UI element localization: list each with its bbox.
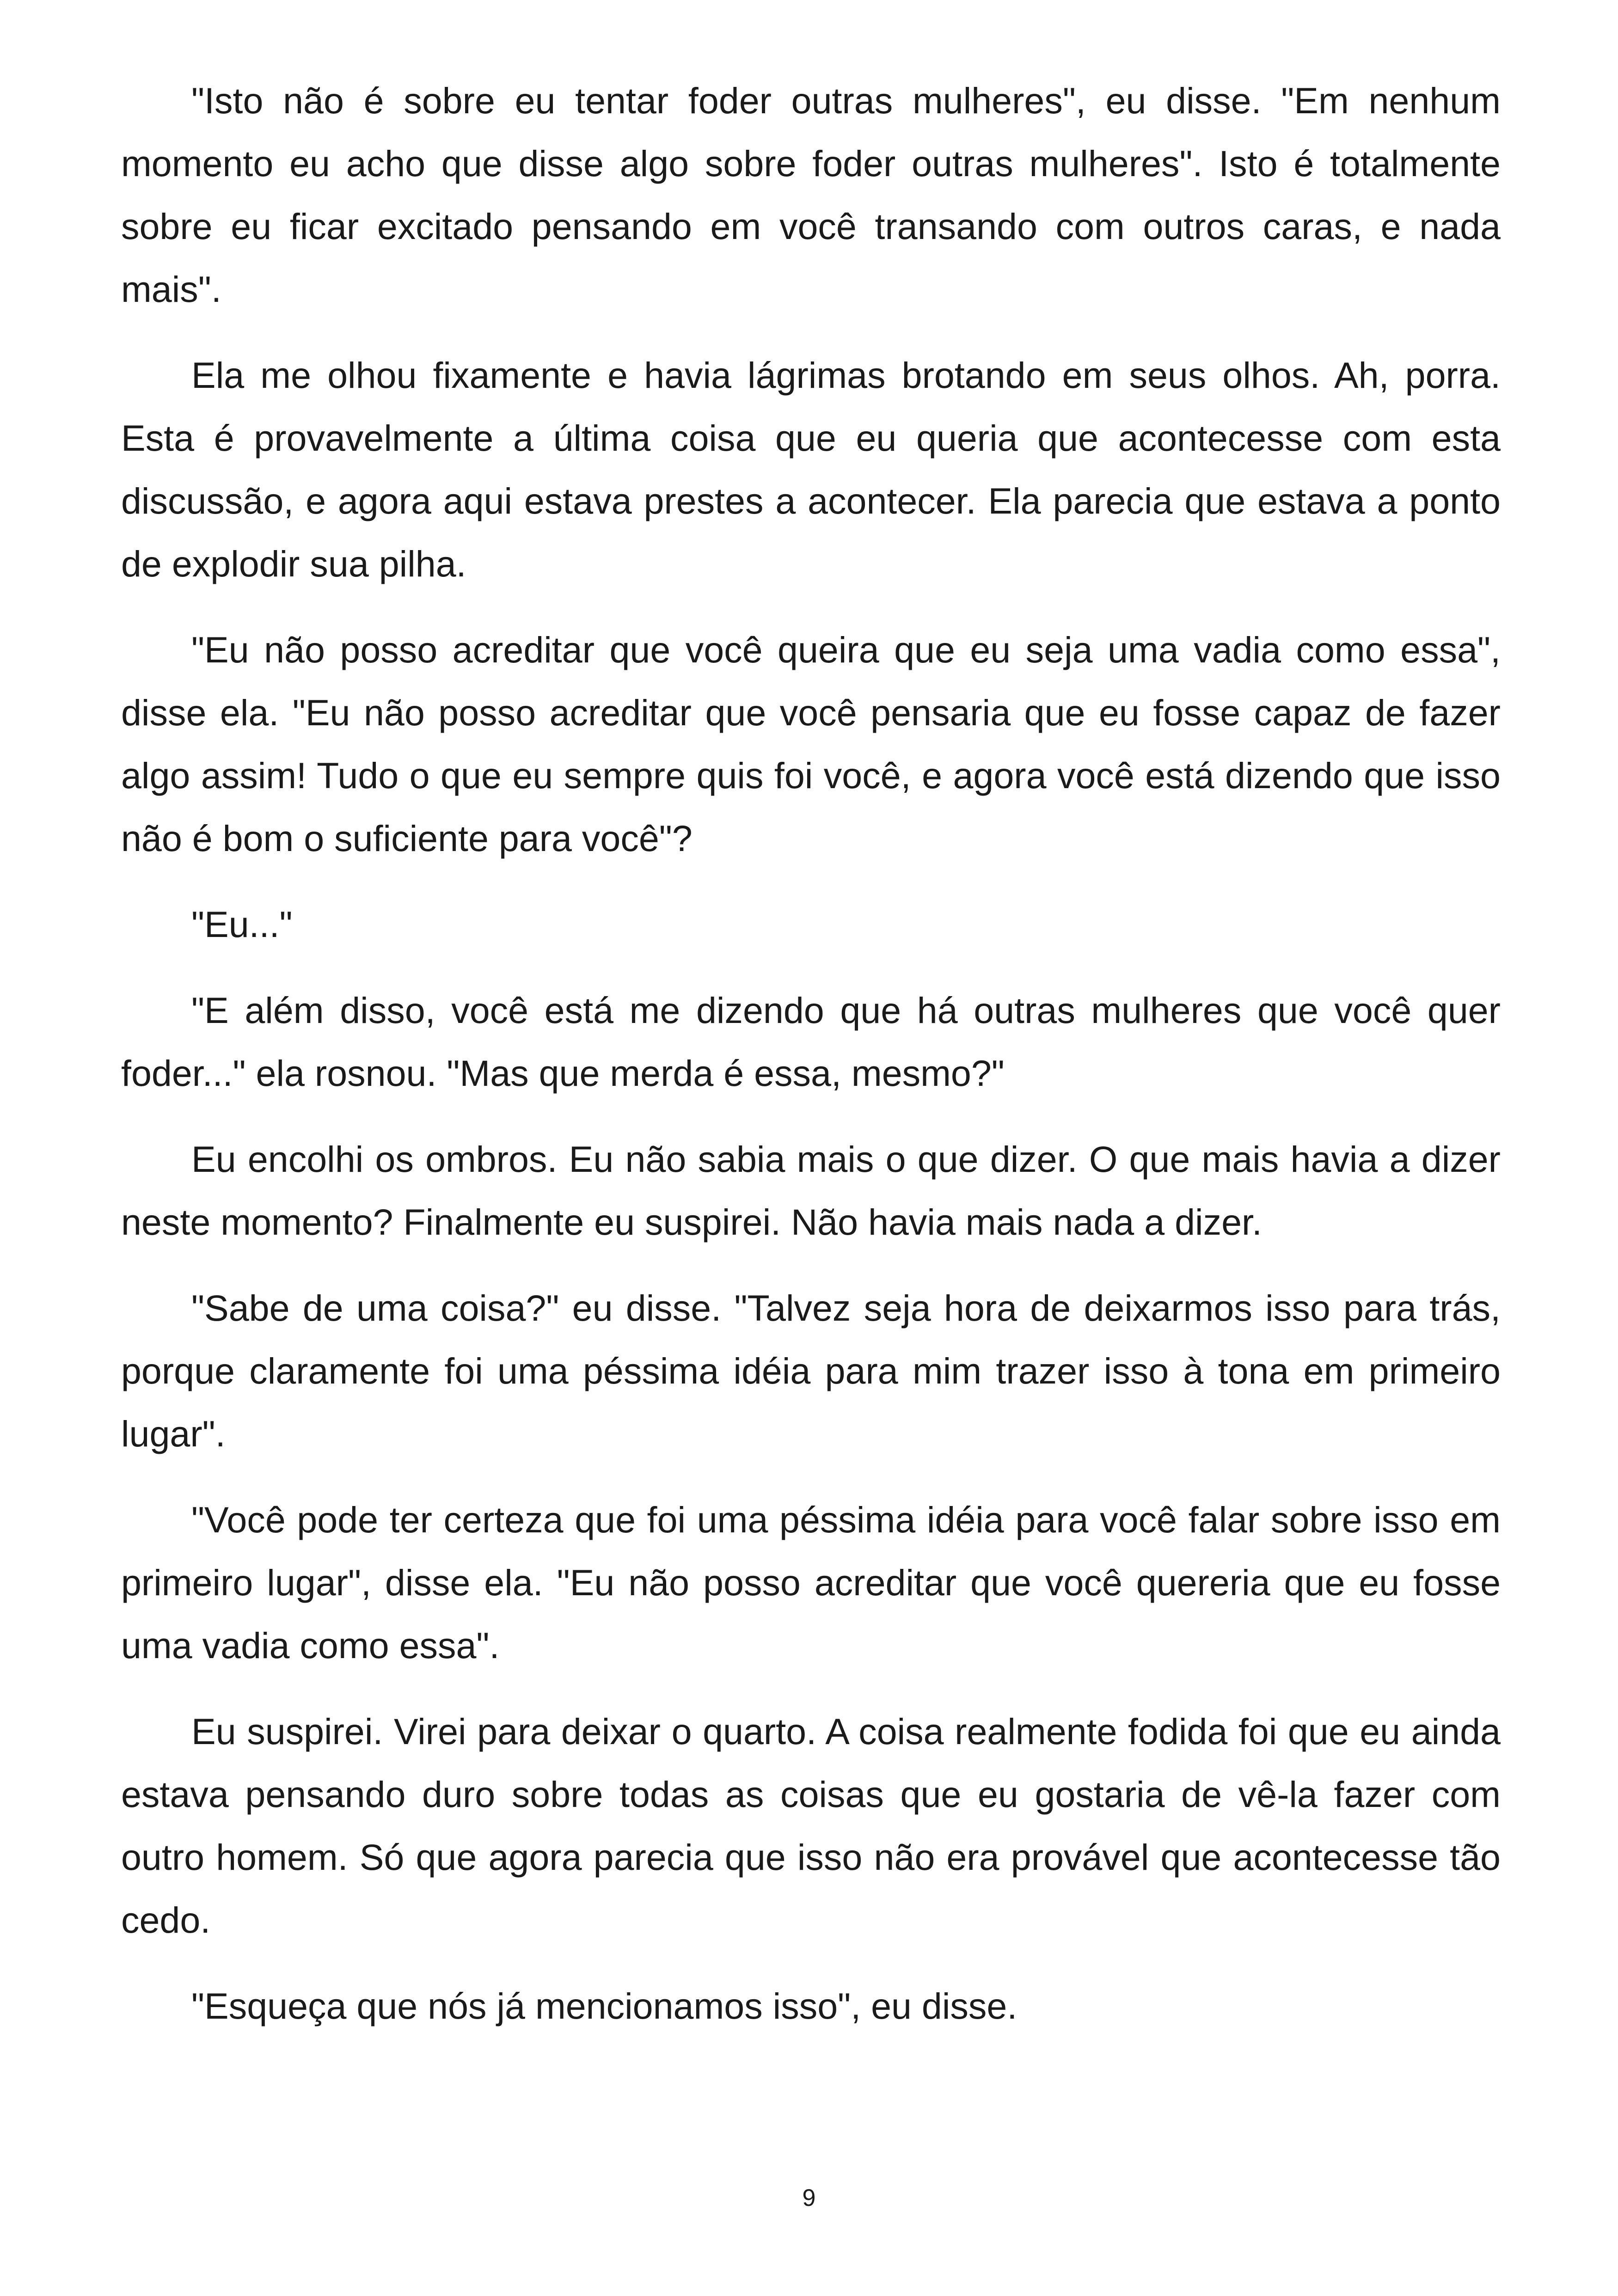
body-text [121,69,1501,2061]
page-number: 9 [802,2185,816,2211]
paragraph-9: Eu suspirei. Virei para deixar o quarto. A coisa realmente fodida foi que eu ainda estava pensando duro sobre todas as coisas que eu gostaria de vê-la fazer com outro homem. Só que agora parecia que isso não era provável que acontecesse tão cedo. [121,1711,1501,1941]
paragraph-1: "Isto não é sobre eu tentar foder outras mulheres", eu disse. "Em nenhum momento eu acho que disse algo sobre foder outras mulheres". Isto é totalmente sobre eu ficar excitado pensando em você transando com outros caras, e nada mais". [121,80,1501,310]
paragraph-3: "Eu não posso acreditar que você queira que eu seja uma vadia como essa", disse ela. "Eu não posso acreditar que você pensaria que eu fosse capaz de fazer algo assim! Tudo o que eu sempre quis foi você, e agora você está dizendo que isso não é bom o suficiente para você"? [121,629,1501,859]
paragraph-8: "Você pode ter certeza que foi uma péssima idéia para você falar sobre isso em primeiro lugar", disse ela. "Eu não posso acreditar que você quereria que eu fosse uma vadia como essa". [121,1499,1501,1666]
paragraph-2: Ela me olhou fixamente e havia lágrimas brotando em seus olhos. Ah, porra. Esta é provavelmente a última coisa que eu queria que acontecesse com esta discussão, e agora aqui estava prestes a acontecer. Ela parecia que estava a ponto de explodir sua pilha. [121,355,1501,584]
paragraph-6: Eu encolhi os ombros. Eu não sabia mais o que dizer. O que mais havia a dizer neste momento? Finalmente eu suspirei. Não havia mais nada a dizer. [121,1139,1501,1243]
paragraph-7: "Sabe de uma coisa?" eu disse. "Talvez seja hora de deixarmos isso para trás, porque claramente foi uma péssima idéia para mim trazer isso à tona em primeiro lugar". [121,1287,1501,1454]
paragraph-4: "Eu..." [191,904,293,945]
paragraph-10: "Esqueça que nós já mencionamos isso", eu disse. [191,1985,1017,2027]
paragraph-5: "E além disso, você está me dizendo que há outras mulheres que você quer foder..." ela rosnou. "Mas que merda é essa, mesmo?" [121,990,1501,1094]
